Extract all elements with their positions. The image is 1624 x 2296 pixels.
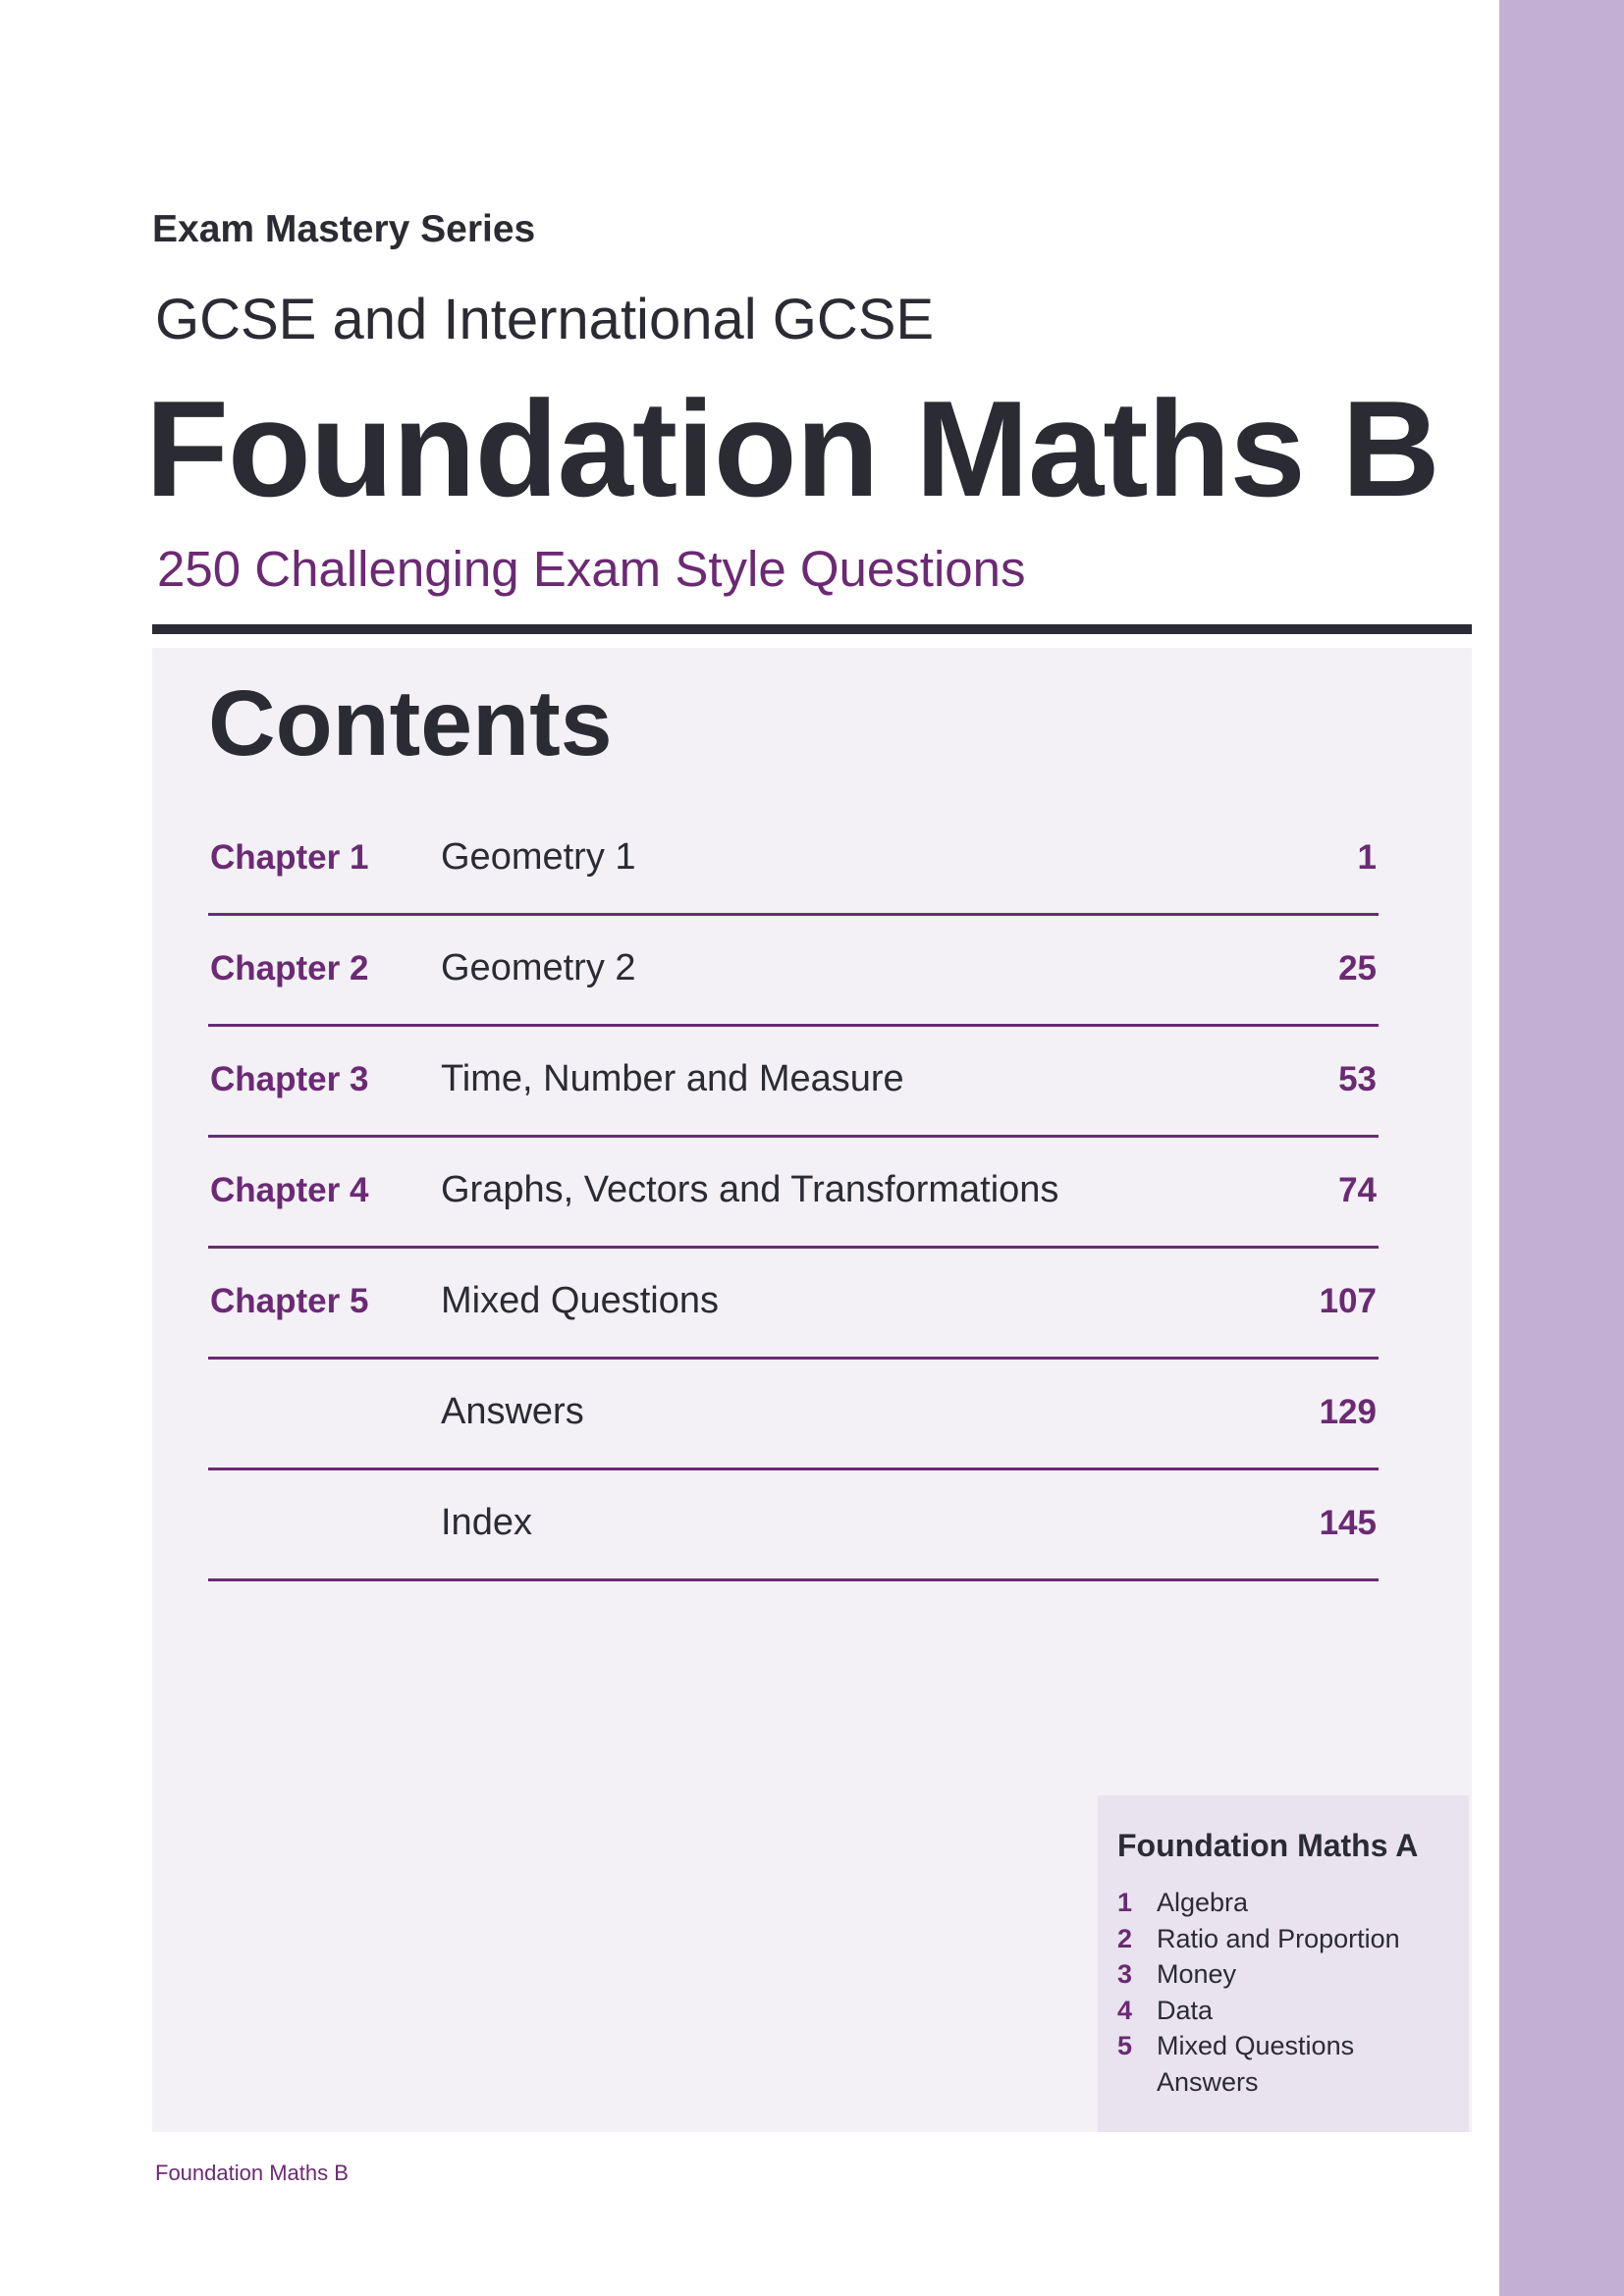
toc-page-number: 1: [1357, 838, 1377, 877]
book-subtitle: 250 Challenging Exam Style Questions: [157, 541, 1026, 597]
companion-chapter-label: Ratio and Proportion: [1157, 1923, 1400, 1953]
toc-chapter-label: Chapter 3: [210, 1060, 369, 1098]
contents-heading: Contents: [208, 671, 613, 775]
side-color-band: [1499, 0, 1624, 2296]
companion-chapter-number: 4: [1117, 1995, 1133, 2025]
toc-chapter-label: Chapter 5: [210, 1282, 369, 1320]
toc-page-number: 145: [1319, 1504, 1377, 1542]
toc-entry-title: Answers: [441, 1391, 584, 1432]
qualification: GCSE and International GCSE: [155, 288, 935, 351]
page-footer: Foundation Maths B: [155, 2161, 349, 2185]
toc-entry-index[interactable]: [208, 1470, 1379, 1581]
companion-chapter-label: Data: [1157, 1995, 1214, 2025]
companion-chapter-label: Algebra: [1157, 1888, 1249, 1917]
toc-entry-title: Mixed Questions: [441, 1280, 720, 1321]
toc-chapter-label: Chapter 1: [210, 838, 369, 877]
table-of-contents: [208, 805, 1379, 1581]
toc-page-number: 25: [1338, 949, 1377, 988]
companion-chapter-number: 2: [1117, 1923, 1133, 1953]
toc-entry-title: Geometry 2: [441, 947, 636, 988]
toc-entry-title: Graphs, Vectors and Transformations: [441, 1169, 1059, 1210]
companion-chapter-number: 3: [1117, 1959, 1133, 1989]
toc-entry-chapter-5[interactable]: [208, 1249, 1379, 1360]
toc-page-number: 129: [1319, 1393, 1377, 1431]
companion-chapter-label: Answers: [1157, 2066, 1259, 2097]
toc-entry-title: Time, Number and Measure: [441, 1058, 904, 1099]
series-name: Exam Mastery Series: [152, 208, 536, 250]
toc-page-number: 74: [1338, 1171, 1377, 1209]
book-title: Foundation Maths B: [145, 373, 1439, 525]
toc-page-number: 53: [1338, 1060, 1377, 1098]
toc-entry-chapter-3[interactable]: [208, 1027, 1379, 1138]
companion-book-box: [1098, 1795, 1469, 2132]
companion-chapter-number: 1: [1117, 1888, 1133, 1917]
toc-entry-title: Geometry 1: [441, 836, 636, 878]
companion-book-title: Foundation Maths A: [1117, 1828, 1419, 1863]
companion-chapter-number: 5: [1117, 2031, 1133, 2060]
toc-chapter-label: Chapter 2: [210, 949, 369, 988]
toc-entry-title: Index: [441, 1502, 532, 1543]
toc-entry-answers[interactable]: [208, 1360, 1379, 1470]
companion-chapter-label: Mixed Questions: [1157, 2031, 1355, 2060]
toc-chapter-label: Chapter 4: [210, 1171, 369, 1209]
toc-page-number: 107: [1319, 1282, 1377, 1320]
toc-entry-chapter-1[interactable]: [208, 805, 1379, 916]
companion-chapter-label: Money: [1157, 1959, 1237, 1989]
toc-entry-chapter-4[interactable]: [208, 1138, 1379, 1249]
title-divider: [152, 624, 1472, 634]
toc-entry-chapter-2[interactable]: [208, 916, 1379, 1027]
